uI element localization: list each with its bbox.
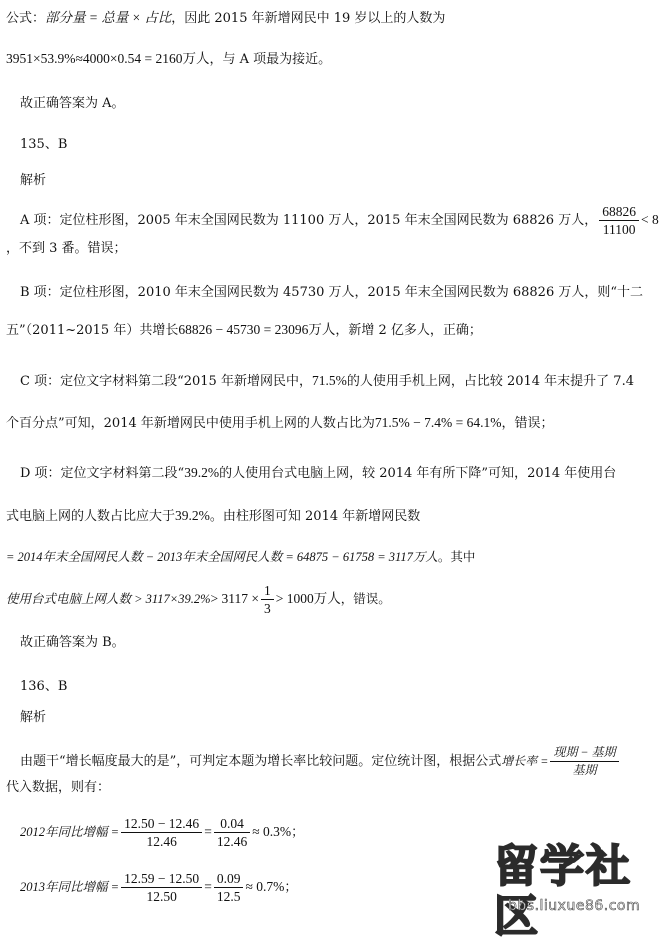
text-segment: ，与 A 项最为接近。 — [209, 52, 332, 67]
option-c-line-1 — [20, 372, 634, 391]
fraction-denominator: 12.46 — [216, 834, 248, 849]
fraction-2012-diff — [121, 816, 202, 849]
text-segment: C 项：定位文字材料第二段“2015 年新增网民中， — [20, 374, 312, 389]
equals-sign: = — [204, 879, 212, 894]
label-2013-growth: 2013年同比增幅 = — [20, 880, 120, 894]
text-segment: 的人使用手机上网，占比较 2014 年末提升了 7.4 — [346, 374, 634, 389]
text-segment: ； — [291, 825, 305, 840]
formula-netizen-diff: = 2014年末全国网民人数 − 2013年末全国网民人数 = 64875 − 61758 = 3117万人 — [6, 550, 438, 564]
text-segment: 。由柱形图可知 2014 年新增网民数 — [209, 509, 421, 524]
option-c-line-2 — [6, 414, 553, 433]
section-heading-analysis: 解析 — [20, 173, 47, 188]
equals-sign: = — [204, 824, 212, 839]
fraction-68826-11100 — [599, 204, 639, 237]
option-b-line-1: B 项：定位柱形图，2010 年末全国网民数为 45730 万人，2015 年末全国网民数为 68826 万人，则“十二 — [20, 285, 644, 300]
formula-percent: 71.5% — [311, 373, 347, 388]
option-d-line-1 — [20, 464, 616, 483]
text-segment: 由题干“增长幅度最大的是”，可判定本题为增长率比较问题。定位统计图，根据公式 — [20, 754, 502, 769]
fraction-numerator: 1 — [261, 583, 274, 600]
formula-percent: 39.2% — [175, 508, 210, 523]
label-2012-growth: 2012年同比增幅 = — [20, 825, 120, 839]
text-segment: 。其中 — [437, 549, 476, 564]
question-number-135: 135、B — [20, 137, 68, 152]
watermark-logo — [494, 841, 656, 942]
fraction-one-third — [261, 583, 274, 616]
watermark-text: 留学社区 — [494, 841, 632, 942]
calc-2013-line — [20, 867, 297, 908]
text-segment: 的人使用台式电脑上网，较 2014 年有所下降”可知，2014 年使用台 — [219, 466, 617, 481]
fraction-denominator: 基期 — [572, 763, 597, 777]
line-calc-2160 — [6, 50, 331, 69]
fraction-denominator: 12.50 — [146, 889, 177, 904]
growth-rate-fraction — [550, 745, 618, 778]
text-segment: ，错误。 — [340, 591, 391, 606]
formula-part-total-ratio: 部分量 = 总量 × 占比 — [45, 10, 172, 25]
text-segment: ，新增 2 亿多人，正确； — [335, 323, 482, 338]
text-segment: 式电脑上网的人数占比应大于 — [6, 509, 176, 524]
growth-rate-label: 增长率 = — [501, 754, 549, 768]
approx-result: ≈ 0.7% — [245, 879, 285, 894]
line-formula-intro — [6, 9, 445, 28]
fraction-2013-simplified — [214, 871, 244, 904]
fraction-numerator: 现期 − 基期 — [550, 745, 618, 762]
option-d-line-3 — [6, 548, 475, 566]
formula-calc: 3951×53.9%≈4000×0.54 = 2160万人 — [6, 51, 210, 66]
text-segment: ； — [284, 880, 298, 895]
text-segment: A 项：定位柱形图，2005 年末全国网民数为 11100 万人，2015 年末全国网民数为 68826 万人， — [20, 213, 598, 228]
fraction-numerator: 12.59 − 12.50 — [121, 871, 202, 888]
text-segment: ，错误； — [501, 416, 554, 431]
fraction-denominator: 12.5 — [216, 889, 241, 904]
fraction-numerator: 12.50 − 12.46 — [121, 816, 202, 833]
fraction-denominator: 3 — [263, 601, 271, 616]
option-d-line-4 — [6, 582, 391, 616]
calc-2012-line — [20, 812, 304, 853]
substitute-data-line: 代入数据，则有： — [6, 780, 111, 795]
fraction-denominator: 11100 — [602, 222, 636, 237]
text-segment: D 项：定位文字材料第二段“ — [20, 466, 185, 481]
option-a-line — [20, 203, 659, 238]
fraction-numerator: 0.09 — [214, 871, 244, 888]
text-segment: 五”（2011~2015 年）共增长 — [6, 323, 179, 338]
approx-result: ≈ 0.3% — [252, 824, 292, 839]
watermark-url: bbs.liuxue86.com — [508, 898, 641, 914]
fraction-numerator: 0.04 — [214, 816, 250, 833]
formula-desktop-users: 使用台式电脑上网人数 > 3117×39.2% — [6, 592, 211, 606]
formula-prefix: 公式： — [6, 11, 46, 26]
answer-line-b: 故正确答案为 B。 — [20, 635, 125, 650]
text-segment: ，因此 2015 年新增网民中 19 岁以上的人数为 — [171, 11, 446, 26]
fraction-numerator: 68826 — [599, 204, 639, 221]
comparison-less-than-8: < 8 — [640, 212, 659, 227]
formula-increase: 68826 − 45730 = 23096万人 — [178, 322, 336, 337]
question-number-136: 136、B — [20, 679, 68, 694]
option-a-conclusion: ，不到 3 番。错误； — [6, 241, 127, 256]
option-d-line-2 — [6, 507, 420, 526]
formula-percent: 39.2% — [184, 465, 220, 480]
formula-compare: > 1000万人 — [275, 591, 341, 606]
fraction-2012-simplified — [214, 816, 250, 849]
answer-line-a: 故正确答案为 A。 — [20, 96, 125, 111]
formula-compare: > 3117 × — [210, 591, 259, 606]
text-segment: 个百分点”可知，2014 年新增网民中使用手机上网的人数占比为 — [6, 416, 375, 431]
fraction-denominator: 12.46 — [146, 834, 177, 849]
section-heading-analysis: 解析 — [20, 710, 47, 725]
formula-percent-diff: 71.5% − 7.4% = 64.1% — [374, 415, 502, 430]
growth-rate-line — [20, 741, 621, 782]
fraction-2013-diff — [121, 871, 202, 904]
option-b-line-2 — [6, 321, 482, 340]
